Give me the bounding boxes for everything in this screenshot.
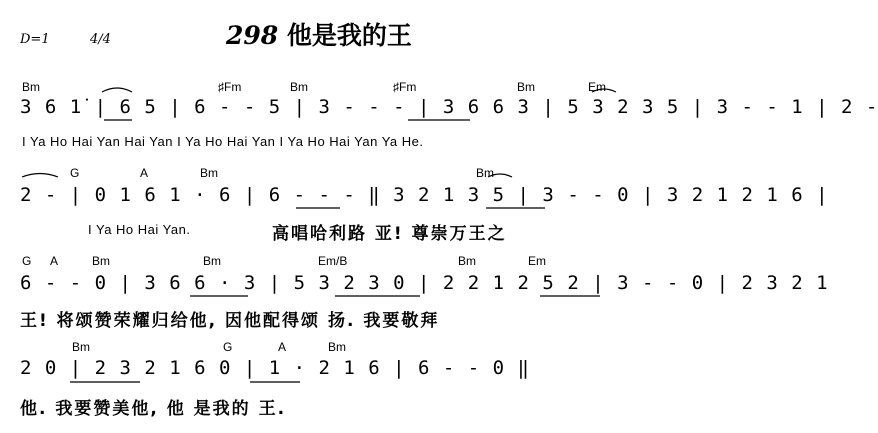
chord-symbol: Em [528, 254, 546, 268]
tie-mark [592, 89, 616, 92]
notation-line: 2 0 | 2 3 2 1 6 0 | 1 · 2 1 6 | 6 - - 0 ‖ [20, 357, 530, 379]
tie-mark [102, 88, 132, 92]
chord-symbol: ♯Fm [393, 80, 417, 94]
chord-symbol: Bm [200, 166, 218, 180]
lyrics-line-english: I Ya Ho Hai Yan. [88, 222, 191, 237]
chord-symbol: Bm [92, 254, 110, 268]
song-number: 298 [226, 21, 279, 50]
time-signature: 4/4 [90, 32, 111, 47]
chord-symbol: G [22, 254, 32, 268]
chord-symbol: A [50, 254, 59, 268]
chord-symbol: Bm [72, 340, 90, 354]
chord-symbol: ♯Fm [218, 80, 242, 94]
song-title: 他是我的王 [286, 21, 412, 50]
chord-symbol: A [278, 340, 287, 354]
tie-mark [22, 174, 58, 178]
chord-symbol: Bm [328, 340, 346, 354]
notation-line: 2 - | 0 1 6 1 · 6 | 6 - - - ‖ 3 2 1 3 5 | 3 - - 0 | 3 2 1 2 1 6 | [20, 184, 829, 206]
chord-symbol: Bm [22, 80, 40, 94]
chord-symbol: G [70, 166, 80, 180]
key-signature: D=1 [20, 32, 50, 47]
chord-symbol: G [223, 340, 233, 354]
chord-symbol: Em/B [318, 254, 348, 268]
chord-symbol: Bm [203, 254, 221, 268]
lyrics-line-chinese: 高唱哈利路 亚! 尊崇万王之 [272, 224, 507, 244]
chord-symbol: Bm [476, 166, 494, 180]
chord-symbol: Em [588, 80, 606, 94]
chord-symbol: A [140, 166, 149, 180]
chord-symbol: Bm [290, 80, 308, 94]
notation-line: 3 6 1̇ | 6 5 | 6 - - 5 | 3 - - - | 3 6 6 3 | 5 3 2 3 5 | 3 - - 1 | 2 - [20, 96, 878, 118]
notation-line: 6 - - 0 | 3 6 6 · 3 | 5 3 2 3 0 | 2 2 1 2 5 2 | 3 - - 0 | 2 3 2 1 [20, 272, 829, 294]
lyrics-line: I Ya Ho Hai Yan Hai Yan I Ya Ho Hai Yan I Ya Ho Hai Yan Ya He. [22, 134, 424, 149]
lyrics-line-chinese: 他. 我要赞美他, 他 是我的 王. [20, 399, 287, 419]
lyrics-line-chinese: 王! 将颂赞荣耀归给他, 因他配得颂 扬. 我要敬拜 [20, 311, 440, 331]
chord-symbol: Bm [458, 254, 476, 268]
tie-mark [488, 174, 512, 177]
chord-symbol: Bm [517, 80, 535, 94]
